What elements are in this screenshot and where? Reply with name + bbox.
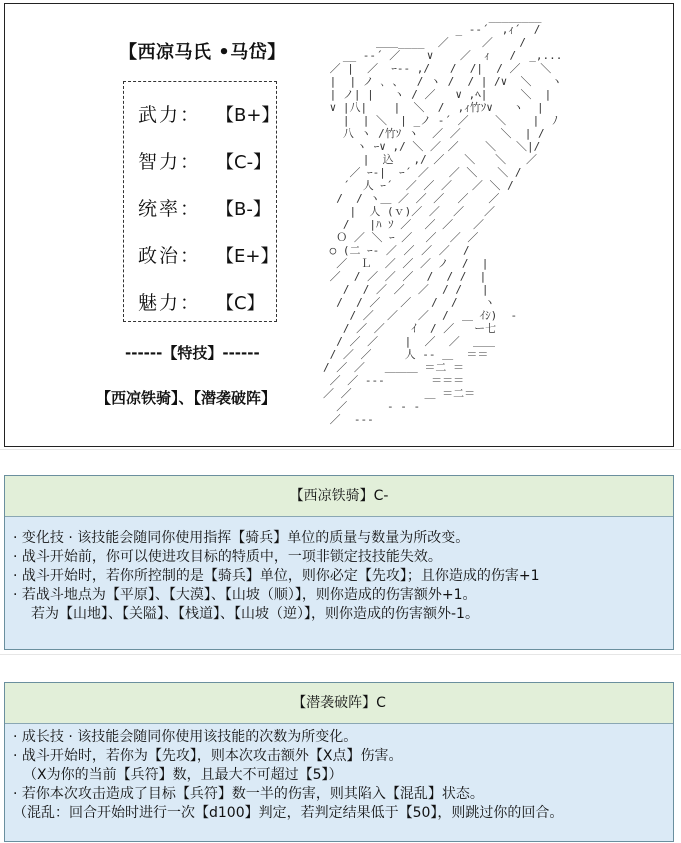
skill-title: 【潜袭破阵】C (5, 683, 673, 724)
stat-row (138, 147, 271, 174)
stat-label: 智力： (138, 151, 202, 173)
skill-description (5, 724, 673, 827)
skill-line: · 战斗开始前，你可以使进攻目标的特质中，一项非锁定技技能失效。 (13, 549, 442, 565)
skill-line: · 成长技 · 该技能会随同你使用该技能的次数为所变化。 (13, 729, 358, 745)
skill-line: · 战斗开始时，若你为【先攻】，则本次攻击额外【X点】伤害。 (13, 748, 403, 764)
stats-box (123, 81, 280, 322)
stat-label: 政治： (138, 245, 202, 267)
stat-value: 【C-】 (216, 152, 272, 173)
stat-label: 魅力： (138, 292, 202, 314)
skill-panel (4, 475, 674, 650)
skill-title: 【西凉铁骑】C- (5, 476, 673, 517)
skill-line: （X为你的当前【兵符】数，且最大不可超过【5】） (23, 767, 343, 783)
gridline-area (0, 654, 681, 678)
skill-line: · 变化技 · 该技能会随同你使用指挥【骑兵】单位的质量与数量为所改变。 (13, 530, 470, 546)
skills-header: ------【特技】------ (125, 344, 260, 362)
skills-list: 【西凉铁骑】、【潜袭破阵】 (96, 389, 277, 407)
stat-value: 【B-】 (216, 199, 271, 220)
skill-line: · 若你本次攻击造成了目标【兵符】数一半的伤害，则其陷入【混乱】状态。 (13, 786, 484, 802)
ascii-art-warrior-icon: ________ _ -‐´ ,ｨ´ / ＿＿____ ／ ／ / __ -‐´ ／ ∨ ／ ｨ / _,... ／ | ／ ｰ‐- ,/ / /| / ／ ＼ | | ノ ､ 、 / ヽ / / | /∨ ＼ ヽ | ノ| | ヽ / ／ ∨ ,ﾍ| ＼ | ∨ |八| | ＼ / ,ｨ竹ｿ∨ ヽ | | | ＼ | _ノ ‐´ ／ ＼ | ﾉ 八 ヽ /竹ｿ ヽ ／ ／ ＼ | / ヽ ｰ∨ ,/ ＼ ／ ／ ＼ ＼|/ | 込 ,/ ／ ＼ ＼ ／ ／ ｰ‐| ｰ´ ／ ／ ＼ ＼ / ´ 人 ｰ´ ／ ／ ／ ／ ＼ / / / ヽ＿ ／ ／ ／ ／ ／ | 人 (ｖ)／ ／ ／ ／ / |ﾊ ｿ ／ ／ ／ ／ Ｏ ／ ＼ ｰ ／ ／ ／ ／ ○ (二 ｰ‐ ／ ／ ／ ／ / ／ Ｌ ／ ／ ／ ノ / | ／ / ／ ／ ／ / / / | / / ／ ／ ／ / / | / / ／ ／ / / ヽ / ／ ／ ／ / ＿ ｲｼ) - / ／ ／ ｲ / ／ ー七 / ／ ／ | ／ ／ ＿＿ / ／ ／ 人 ‐‐ ＿ ＝＝ / ／ ／ ＿＿＿ ＝二 ＝ ／ ／ ‐‐‐ ＝＝＝ ／ ／ ＿ ＝二＝ ／ ‐ ‐ ‐ ／ ‐‐‐ (323, 10, 563, 426)
stat-row (138, 194, 271, 221)
skill-description (5, 517, 673, 628)
stat-label: 武力： (138, 104, 202, 126)
stat-row (138, 100, 279, 127)
gridline-area (0, 449, 681, 473)
skill-line: 若为【山地】、【关隘】、【栈道】、【山坡（逆）】，则你造成的伤害额外-1。 (31, 606, 479, 622)
skill-line: · 若战斗地点为【平原】、【大漠】、【山坡（顺）】，则你造成的伤害额外+1。 (13, 587, 477, 603)
skill-line: （混乱：回合开始时进行一次【d100】判定，若判定结果低于【50】，则跳过你的回合。 (13, 805, 564, 821)
stat-value: 【C】 (216, 293, 265, 314)
character-card (4, 3, 674, 447)
skill-line: · 战斗开始时，若你所控制的是【骑兵】单位，则你必定【先攻】；且你造成的伤害+1 (13, 568, 540, 584)
stat-label: 统率： (138, 198, 202, 220)
skill-panel (4, 682, 674, 842)
stat-row (138, 241, 278, 268)
stat-value: 【B+】 (216, 105, 280, 126)
stat-value: 【E+】 (216, 246, 279, 267)
character-title: 【西凉马氏 •马岱】 (119, 42, 286, 63)
stat-row (138, 288, 265, 315)
